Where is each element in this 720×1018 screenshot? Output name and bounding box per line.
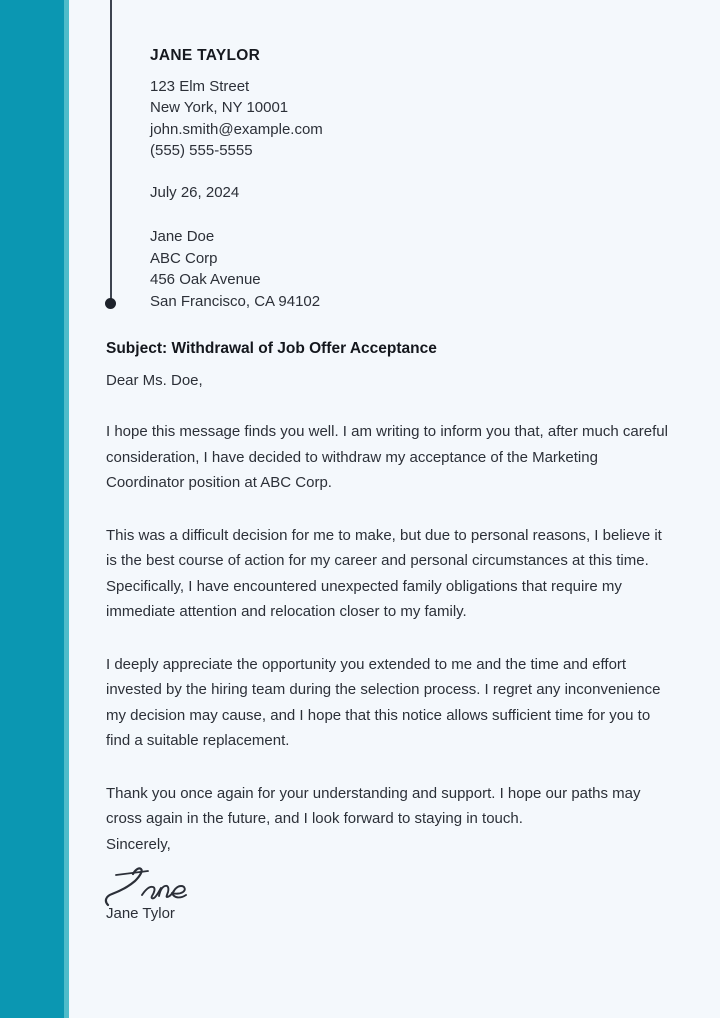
sender-email: john.smith@example.com xyxy=(150,120,323,138)
sender-phone: (555) 555-5555 xyxy=(150,142,253,160)
body-paragraph: Thank you once again for your understanding and support. I hope our paths may cross again in the future, and I look forward to staying in touch. xyxy=(106,784,641,828)
sender-address-block xyxy=(150,45,570,162)
body-paragraph: I hope this message finds you well. I am writing to inform you that, after much careful consideration, I have decided to withdraw my acceptance of the Marketing Coordinator position at ABC Corp. xyxy=(106,423,668,492)
salutation: Dear Ms. Doe, xyxy=(106,372,203,390)
letter-date: July 26, 2024 xyxy=(150,184,240,201)
signature-block xyxy=(106,865,672,924)
closing-line: Sincerely, xyxy=(106,835,171,853)
subject-line: Subject: Withdrawal of Job Offer Acceptance xyxy=(106,340,437,357)
letter-body xyxy=(106,338,672,924)
body-paragraph: This was a difficult decision for me to make, but due to personal reasons, I believe it is the best course of action for my career and personal circumstances at this time. Specifically, I have encountered unexpected family obligations that require my immediate attention and relocation closer to my family. xyxy=(106,526,662,621)
handwritten-signature-icon xyxy=(102,865,202,907)
sender-city-state-zip: New York, NY 10001 xyxy=(150,99,289,117)
sender-name: JANE TAYLOR xyxy=(150,47,261,64)
recipient-street: 456 Oak Avenue xyxy=(150,271,261,288)
recipient-company: ABC Corp xyxy=(150,249,218,267)
body-paragraph: I deeply appreciate the opportunity you extended to me and the time and effort invested by the hiring team during the selection process. I regret any inconvenience my decision may cause, and I hope that this notice allows sufficient time for you to find a suitable replacement. xyxy=(106,655,661,750)
recipient-address-block xyxy=(150,226,570,312)
signature-printed-name: Jane Tylor xyxy=(106,904,175,922)
recipient-name: Jane Doe xyxy=(150,228,215,245)
sender-street: 123 Elm Street xyxy=(150,77,250,95)
recipient-city-state-zip: San Francisco, CA 94102 xyxy=(150,292,321,310)
